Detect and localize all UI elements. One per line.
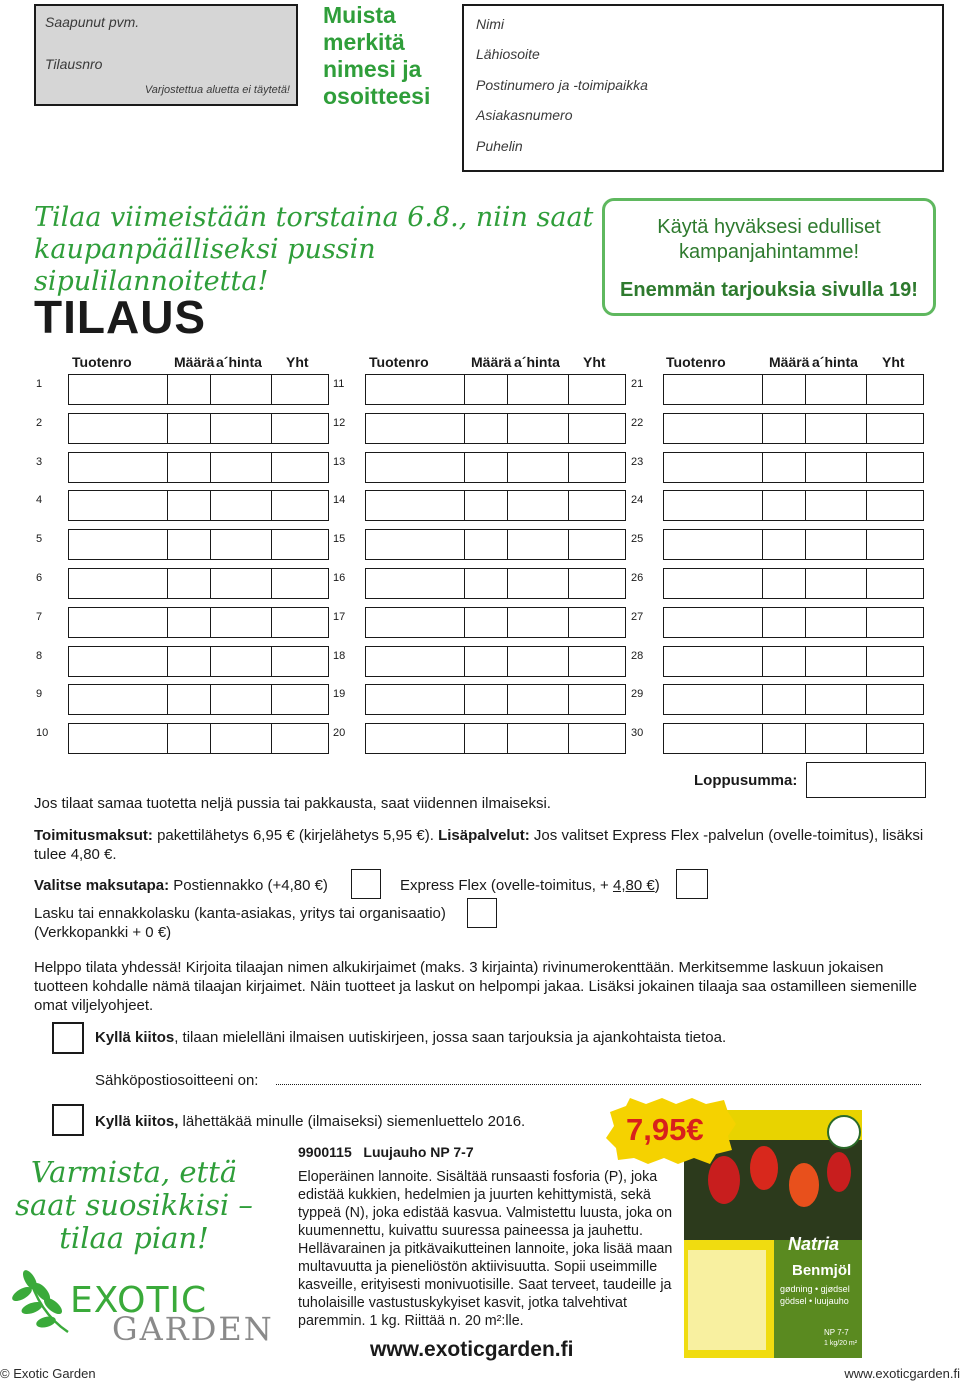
quantity-cell[interactable] xyxy=(167,374,211,405)
quantity-cell[interactable] xyxy=(762,374,806,405)
product-number-cell[interactable] xyxy=(68,684,168,715)
unit-price-cell[interactable] xyxy=(210,646,272,677)
delivery-text: pakettilähetys 6,95 € (kirjelähetys 5,95 €). xyxy=(152,827,439,844)
product-number-cell[interactable] xyxy=(365,684,465,715)
total-cell[interactable] xyxy=(866,413,924,444)
product-number-cell[interactable] xyxy=(365,607,465,638)
total-cell[interactable] xyxy=(568,490,626,521)
quantity-cell[interactable] xyxy=(464,568,508,599)
product-number-cell[interactable] xyxy=(68,413,168,444)
row-number: 3 xyxy=(36,455,43,468)
unit-price-cell[interactable] xyxy=(805,646,867,677)
product-code: 9900115 xyxy=(298,1144,352,1160)
total-field[interactable] xyxy=(806,762,926,798)
shaded-note: Varjostettua aluetta ei täytetä! xyxy=(144,84,290,96)
quantity-cell[interactable] xyxy=(167,646,211,677)
row-number: 6 xyxy=(36,572,43,584)
email-field[interactable] xyxy=(276,1084,921,1085)
deadline-text: Tilaa viimeistään torstaina 6.8., niin saat kaupanpäälliseksi pussin sipulilannoitetta! xyxy=(34,202,594,297)
total-cell[interactable] xyxy=(271,490,329,521)
product-number-cell[interactable] xyxy=(663,684,763,715)
logo-exotic: EXOTIC xyxy=(70,1280,208,1321)
unit-price-cell[interactable] xyxy=(507,374,569,405)
unit-price-cell[interactable] xyxy=(507,413,569,444)
product-number-cell[interactable] xyxy=(663,529,763,560)
payment-express-end: ) xyxy=(654,877,660,894)
unit-price-cell[interactable] xyxy=(507,684,569,715)
payment-option-express xyxy=(400,876,660,895)
column-header-3-1: Tuotenro xyxy=(666,354,726,370)
total-cell[interactable] xyxy=(271,607,329,638)
quantity-cell[interactable] xyxy=(762,490,806,521)
promo-line-2: Enemmän tarjouksia sivulla 19! xyxy=(620,279,918,301)
row-number: 14 xyxy=(333,494,346,507)
unit-price-cell[interactable] xyxy=(507,529,569,560)
name-field-label: Nimi xyxy=(476,16,504,32)
page-title: TILAUS xyxy=(34,291,207,343)
unit-price-cell[interactable] xyxy=(507,646,569,677)
column-header-3-2: Määrä xyxy=(769,354,810,370)
total-label: Loppusumma: xyxy=(694,772,798,789)
free-item-note: Jos tilaat samaa tuotetta neljä pussia tai pakkausta, saat viidennen ilmaiseksi. xyxy=(34,795,551,812)
total-cell[interactable] xyxy=(568,529,626,560)
phone-field-label: Puhelin xyxy=(476,138,523,154)
row-number: 10 xyxy=(36,727,49,740)
payment-option-cod xyxy=(34,876,328,895)
quantity-cell[interactable] xyxy=(464,684,508,715)
total-cell[interactable] xyxy=(271,723,329,754)
row-number: 25 xyxy=(631,533,644,546)
total-cell[interactable] xyxy=(866,452,924,483)
row-number: 21 xyxy=(631,378,644,390)
total-cell[interactable] xyxy=(866,568,924,599)
price-text: 7,95€ xyxy=(626,1112,704,1147)
quantity-cell[interactable] xyxy=(762,723,806,754)
package-title: Benmjöl xyxy=(792,1262,852,1279)
payment-option-invoice xyxy=(34,904,446,942)
product-number-cell[interactable] xyxy=(663,490,763,521)
leaf-logo-icon xyxy=(8,1262,78,1342)
quantity-cell[interactable] xyxy=(167,529,211,560)
row-number: 22 xyxy=(631,416,644,429)
product-name: Luujauho NP 7-7 xyxy=(363,1144,474,1160)
product-number-cell[interactable] xyxy=(663,607,763,638)
product-number-cell[interactable] xyxy=(663,413,763,444)
product-number-cell[interactable] xyxy=(68,646,168,677)
total-cell[interactable] xyxy=(271,646,329,677)
customer-number-field-label: Asiakasnumero xyxy=(476,107,573,123)
quantity-cell[interactable] xyxy=(762,568,806,599)
remember-note: Muista merkitä nimesi ja osoitteesi xyxy=(323,2,431,109)
newsletter-checkbox[interactable] xyxy=(52,1022,84,1054)
product-number-cell[interactable] xyxy=(365,568,465,599)
received-date-label: Saapunut pvm. xyxy=(45,14,140,30)
unit-price-cell[interactable] xyxy=(210,529,272,560)
row-number: 19 xyxy=(333,688,346,701)
package-brand: Natria xyxy=(788,1234,840,1254)
row-number: 4 xyxy=(36,494,43,507)
unit-price-cell[interactable] xyxy=(507,607,569,638)
quantity-cell[interactable] xyxy=(167,723,211,754)
payment-label: Valitse maksutapa: xyxy=(34,877,170,894)
row-number: 26 xyxy=(631,572,644,584)
quantity-cell[interactable] xyxy=(167,413,211,444)
quantity-cell[interactable] xyxy=(464,452,508,483)
price-badge xyxy=(606,1098,736,1164)
quantity-cell[interactable] xyxy=(464,413,508,444)
delivery-info xyxy=(34,826,934,864)
total-cell[interactable] xyxy=(866,723,924,754)
quantity-cell[interactable] xyxy=(464,374,508,405)
column-header-1-2: Määrä xyxy=(174,354,215,370)
row-number: 24 xyxy=(631,494,644,507)
product-number-cell[interactable] xyxy=(68,529,168,560)
product-description: Eloperäinen lannoite. Sisältää runsaasti fosforia (P), joka edistää kukkien, hedelmien ja juurten kehittymistä, sekä typpeä (N), joka edistää kasvua. Valmistettu luusta, joka on kuumennettu, kuivattu suuressa paineessa ja jauhettu. Hellävarainen ja pitkävaikutteinen lannoite, joka lisää maan multavuutta ja pieneliöstön aktiivisuutta. Sopii useimmille kasveille, erityisesti monivuotisille. Saat terveet, taudeille ja tuholaisille vastustuskykyiset kasvit, jotka talvehtivat paremmin. 1 kg. Riittää n. 20 m²:lle. xyxy=(298,1169,673,1329)
product-number-cell[interactable] xyxy=(365,452,465,483)
unit-price-cell[interactable] xyxy=(805,452,867,483)
quantity-cell[interactable] xyxy=(762,607,806,638)
unit-price-cell[interactable] xyxy=(805,568,867,599)
website-url[interactable]: www.exoticgarden.fi xyxy=(370,1338,574,1361)
slogan: Varmista, että saat suosikkisi – tilaa pian! xyxy=(15,1155,253,1255)
column-header-3-3: a´hinta xyxy=(812,354,858,370)
product-number-cell[interactable] xyxy=(68,723,168,754)
row-number: 9 xyxy=(36,688,43,701)
package-subtitle-1: gødning • gjødsel xyxy=(780,1284,850,1294)
row-number: 29 xyxy=(631,688,644,701)
row-number: 27 xyxy=(631,610,644,623)
row-number: 28 xyxy=(631,649,644,662)
quantity-cell[interactable] xyxy=(762,529,806,560)
total-cell[interactable] xyxy=(568,646,626,677)
payment-express-checkbox[interactable] xyxy=(676,869,708,899)
column-header-2-4: Yht xyxy=(583,354,606,370)
package-subtitle-2: gödsel • luujauho xyxy=(780,1296,849,1306)
catalog-checkbox[interactable] xyxy=(52,1104,84,1136)
quantity-cell[interactable] xyxy=(167,607,211,638)
total-cell[interactable] xyxy=(866,646,924,677)
payment-invoice-text: Lasku tai ennakkolasku (kanta-asiakas, yritys tai organisaatio) xyxy=(34,905,446,922)
unit-price-cell[interactable] xyxy=(210,374,272,405)
quantity-cell[interactable] xyxy=(464,607,508,638)
quantity-cell[interactable] xyxy=(464,723,508,754)
email-label: Sähköpostiosoitteeni on: xyxy=(95,1072,259,1089)
row-number: 20 xyxy=(333,727,346,740)
column-header-3-4: Yht xyxy=(882,354,905,370)
street-field-label: Lähiosoite xyxy=(476,46,540,62)
total-cell[interactable] xyxy=(271,684,329,715)
payment-cod-text: Postiennakko (+4,80 €) xyxy=(169,877,328,894)
footer-copyright: © Exotic Garden xyxy=(0,1366,96,1381)
column-header-2-3: a´hinta xyxy=(514,354,560,370)
total-cell[interactable] xyxy=(271,374,329,405)
column-header-1-3: a´hinta xyxy=(216,354,262,370)
quantity-cell[interactable] xyxy=(762,646,806,677)
total-cell[interactable] xyxy=(866,374,924,405)
address-box[interactable] xyxy=(462,4,944,172)
column-header-1-1: Tuotenro xyxy=(72,354,132,370)
row-number: 18 xyxy=(333,649,346,662)
unit-price-cell[interactable] xyxy=(805,684,867,715)
delivery-label: Toimitusmaksut: xyxy=(34,827,153,844)
payment-express-amount: 4,80 € xyxy=(612,877,655,894)
footer-url: www.exoticgarden.fi xyxy=(844,1366,960,1381)
quantity-cell[interactable] xyxy=(762,452,806,483)
unit-price-cell[interactable] xyxy=(210,568,272,599)
product-number-cell[interactable] xyxy=(663,646,763,677)
total-cell[interactable] xyxy=(866,684,924,715)
product-number-cell[interactable] xyxy=(68,374,168,405)
product-number-cell[interactable] xyxy=(68,607,168,638)
product-number-cell[interactable] xyxy=(365,490,465,521)
unit-price-cell[interactable] xyxy=(805,374,867,405)
product-number-cell[interactable] xyxy=(68,568,168,599)
total-cell[interactable] xyxy=(568,607,626,638)
payment-invoice-checkbox[interactable] xyxy=(467,898,497,928)
product-number-cell[interactable] xyxy=(365,413,465,444)
column-header-2-2: Määrä xyxy=(471,354,512,370)
total-cell[interactable] xyxy=(866,490,924,521)
package-code: NP 7-7 xyxy=(824,1328,849,1337)
quantity-cell[interactable] xyxy=(167,568,211,599)
unit-price-cell[interactable] xyxy=(210,490,272,521)
row-number: 23 xyxy=(631,455,644,468)
quantity-cell[interactable] xyxy=(167,684,211,715)
product-number-cell[interactable] xyxy=(663,723,763,754)
unit-price-cell[interactable] xyxy=(210,413,272,444)
total-cell[interactable] xyxy=(271,413,329,444)
unit-price-cell[interactable] xyxy=(210,684,272,715)
unit-price-cell[interactable] xyxy=(507,490,569,521)
quantity-cell[interactable] xyxy=(464,646,508,677)
unit-price-cell[interactable] xyxy=(507,568,569,599)
product-number-cell[interactable] xyxy=(365,374,465,405)
total-cell[interactable] xyxy=(568,452,626,483)
row-number: 30 xyxy=(631,727,644,740)
product-number-cell[interactable] xyxy=(68,490,168,521)
newsletter-label: Kyllä kiitos xyxy=(95,1029,175,1046)
product-number-cell[interactable] xyxy=(365,529,465,560)
row-number: 12 xyxy=(333,416,346,429)
newsletter-body: , tilaan mielelläni ilmaisen uutiskirjeen, jossa saan tarjouksia ja ajankohtaista tietoa. xyxy=(174,1029,727,1046)
quantity-cell[interactable] xyxy=(167,452,211,483)
unit-price-cell[interactable] xyxy=(805,413,867,444)
row-number: 7 xyxy=(36,610,43,623)
product-number-cell[interactable] xyxy=(68,452,168,483)
total-cell[interactable] xyxy=(271,529,329,560)
unit-price-cell[interactable] xyxy=(210,723,272,754)
total-cell[interactable] xyxy=(271,568,329,599)
unit-price-cell[interactable] xyxy=(210,607,272,638)
unit-price-cell[interactable] xyxy=(805,607,867,638)
unit-price-cell[interactable] xyxy=(507,723,569,754)
total-cell[interactable] xyxy=(568,413,626,444)
unit-price-cell[interactable] xyxy=(805,490,867,521)
extra-services-label: Lisäpalvelut: xyxy=(438,827,530,844)
total-cell[interactable] xyxy=(568,568,626,599)
row-number: 13 xyxy=(333,455,346,468)
promo-line-1: Käytä hyväksesi edulliset kampanjahintamme! xyxy=(657,216,881,263)
product-number-cell[interactable] xyxy=(663,374,763,405)
payment-cod-checkbox[interactable] xyxy=(351,869,381,899)
catalog-body: lähettäkää minulle (ilmaiseksi) siemenluettelo 2016. xyxy=(178,1113,526,1130)
logo-garden: GARDEN xyxy=(112,1310,274,1348)
promo-box xyxy=(602,198,936,316)
total-cell[interactable] xyxy=(271,452,329,483)
row-number: 17 xyxy=(333,610,346,623)
unit-price-cell[interactable] xyxy=(507,452,569,483)
quantity-cell[interactable] xyxy=(464,490,508,521)
product-number-cell[interactable] xyxy=(663,452,763,483)
row-number: 1 xyxy=(36,378,43,390)
quantity-cell[interactable] xyxy=(464,529,508,560)
package-size: 1 kg/20 m² xyxy=(824,1340,858,1347)
catalog-label: Kyllä kiitos, xyxy=(95,1113,179,1130)
product-number-cell[interactable] xyxy=(663,568,763,599)
column-header-1-4: Yht xyxy=(286,354,309,370)
unit-price-cell[interactable] xyxy=(805,723,867,754)
quantity-cell[interactable] xyxy=(762,684,806,715)
total-cell[interactable] xyxy=(866,529,924,560)
payment-express-text: Express Flex (ovelle-toimitus, + xyxy=(400,877,613,894)
product-number-cell[interactable] xyxy=(365,723,465,754)
column-header-2-1: Tuotenro xyxy=(369,354,429,370)
quantity-cell[interactable] xyxy=(762,413,806,444)
extra-services-text: Jos valitset Express Flex -palvelun (ovelle-toimitus), lisäksi tulee 4,80 €. xyxy=(34,827,924,863)
total-cell[interactable] xyxy=(866,607,924,638)
unit-price-cell[interactable] xyxy=(210,452,272,483)
row-number: 16 xyxy=(333,572,346,584)
row-number: 11 xyxy=(333,378,345,390)
row-number: 8 xyxy=(36,649,43,662)
unit-price-cell[interactable] xyxy=(805,529,867,560)
postal-field-label: Postinumero ja -toimipaikka xyxy=(476,77,648,93)
order-number-label: Tilausnro xyxy=(45,56,103,72)
easy-order-text: Helppo tilata yhdessä! Kirjoita tilaajan nimen alkukirjaimet (maks. 3 kirjainta) rivinumerokenttään. Merkitsemme laskuun jokaisen tuotteen kohdalle nämä tilaajan kirjaimet. Näin tuotteet ja laskut on helpompi jakaa. Lisäksi jokainen tilaaja saa ostamilleen siemenille omat viljelyohjeet. xyxy=(34,959,918,1014)
quantity-cell[interactable] xyxy=(167,490,211,521)
catalog-text xyxy=(95,1112,525,1131)
row-number: 5 xyxy=(36,533,43,546)
office-use-box xyxy=(34,4,298,106)
payment-invoice-note: (Verkkopankki + 0 €) xyxy=(34,924,172,941)
total-cell[interactable] xyxy=(568,684,626,715)
row-number: 15 xyxy=(333,533,346,546)
newsletter-text xyxy=(95,1028,726,1047)
product-number-cell[interactable] xyxy=(365,646,465,677)
row-number: 2 xyxy=(36,416,43,429)
total-cell[interactable] xyxy=(568,723,626,754)
total-cell[interactable] xyxy=(568,374,626,405)
product-heading xyxy=(298,1144,474,1160)
